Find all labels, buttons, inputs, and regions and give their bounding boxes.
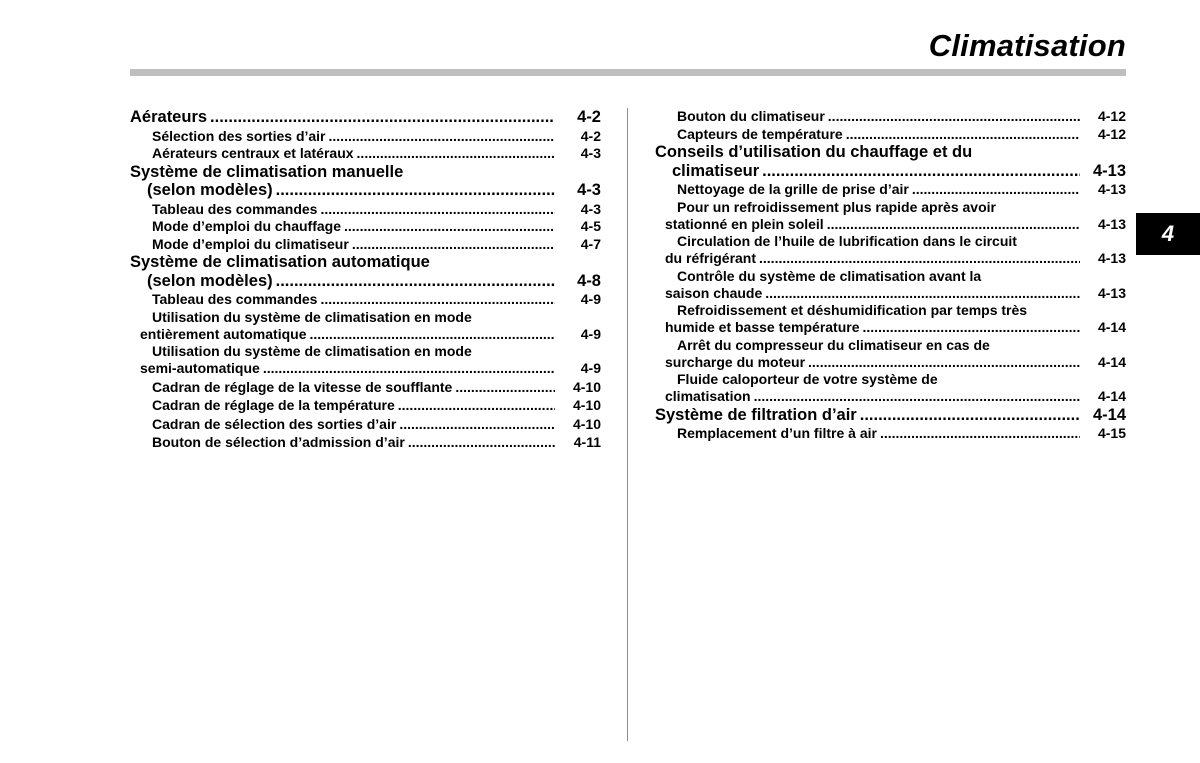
toc-entry-vitesse-soufflante[interactable]: Cadran de réglage de la vitesse de soufflante ..... 4-10 [130, 379, 601, 397]
toc-left-column [130, 108, 601, 452]
toc-entry-mode-semi-auto[interactable]: semi-automatique ..... 4-9 [130, 360, 601, 378]
page-number: 4-9 [580, 325, 601, 342]
page-number: 4-14 [1097, 388, 1126, 404]
toc-entry-aerateurs-centraux[interactable]: Aérateurs centraux et latéraux ..... 4-3 [130, 145, 601, 163]
toc-entry-fluide-line1[interactable]: Fluide caloporteur de votre système de [677, 371, 938, 387]
toc-entry-fluide-caloporteur[interactable]: climatisation ..... 4-14 [655, 388, 1126, 406]
toc-entry-clim-manuelle-line1[interactable]: Système de climatisation manuelle [130, 162, 404, 181]
toc-entry-controle-systeme[interactable]: saison chaude ..... 4-13 [655, 285, 1126, 303]
page-number: 4-9 [580, 360, 601, 376]
page-number: 4-15 [1097, 425, 1126, 441]
page-number: 4-13 [1092, 161, 1126, 180]
page-number: 4-2 [577, 108, 601, 126]
page-number: 4-13 [1097, 181, 1126, 197]
page-number: 4-3 [580, 200, 601, 217]
toc-entry-clim-manuelle[interactable]: (selon modèles) ..... 4-3 [130, 181, 601, 200]
page-number: 4-13 [1097, 215, 1126, 232]
page-number: 4-14 [1097, 319, 1126, 335]
toc-entry-selection-sorties[interactable]: Sélection des sorties d’air ..... 4-2 [130, 128, 601, 146]
chapter-tab[interactable] [1136, 213, 1200, 255]
toc-entry-deshumidification[interactable]: humide et basse température ..... 4-14 [655, 319, 1126, 337]
toc-entry-refroidissement-line1[interactable]: Pour un refroidissement plus rapide après avoir [677, 198, 996, 215]
toc-entry-mode-auto-line1[interactable]: Utilisation du système de climatisation en mode [152, 308, 472, 325]
toc-entry-reglage-temperature[interactable]: Cadran de réglage de la température ..... 4-10 [130, 397, 601, 415]
page-number: 4-3 [577, 181, 601, 199]
column-divider [627, 108, 628, 741]
toc-entry-bouton-climatiseur[interactable]: Bouton du climatiseur ..... 4-12 [655, 108, 1126, 126]
toc-entry-arret-compresseur-line1[interactable]: Arrêt du compresseur du climatiseur en cas de [677, 336, 990, 353]
title-rule [130, 69, 1126, 76]
toc-right-column [655, 108, 1126, 443]
toc-entry-conseils[interactable]: climatiseur ..... 4-13 [655, 162, 1126, 181]
page-number: 4-13 [1097, 250, 1126, 266]
page-number: 4-10 [572, 415, 601, 432]
toc-entry-aerateurs[interactable]: Aérateurs ..... 4-2 [130, 108, 601, 127]
toc-entry-controle-line1[interactable]: Contrôle du système de climatisation avant la [677, 267, 982, 284]
toc-entry-deshumidification-line1[interactable]: Refroidissement et déshumidification par temps très [677, 302, 1028, 318]
page-number: 4-12 [1097, 108, 1126, 124]
page-number: 4-14 [1097, 353, 1126, 370]
page-number: 4-14 [1092, 405, 1126, 424]
toc-entry-clim-auto-line1[interactable]: Système de climatisation automatique [130, 253, 430, 271]
toc-entry-huile-lubrification[interactable]: du réfrigérant ..... 4-13 [655, 250, 1126, 268]
toc-entry-mode-climatiseur[interactable]: Mode d’emploi du climatiseur ..... 4-7 [130, 236, 601, 254]
page-number: 4-2 [580, 127, 601, 144]
toc-entry-refroidissement-rapide[interactable]: stationné en plein soleil ..... 4-13 [655, 216, 1126, 234]
page-number: 4-12 [1097, 125, 1126, 142]
toc-entry-clim-auto[interactable]: (selon modèles) ..... 4-8 [130, 272, 601, 291]
toc-entry-filtration-air[interactable]: Système de filtration d’air ..... 4-14 [655, 406, 1126, 425]
page-number: 4-5 [580, 218, 601, 234]
page-number: 4-10 [572, 397, 601, 413]
toc-entry-mode-entierement-auto[interactable]: entièrement automatique ..... 4-9 [130, 326, 601, 344]
toc-entry-nettoyage-grille[interactable]: Nettoyage de la grille de prise d’air ..... 4-13 [655, 181, 1126, 199]
page-number: 4-3 [580, 145, 601, 161]
page-number: 4-13 [1097, 284, 1126, 301]
toc-entry-capteurs-temperature[interactable]: Capteurs de température ..... 4-12 [655, 126, 1126, 144]
toc-entry-tableau-commandes-manuel[interactable]: Tableau des commandes ..... 4-3 [130, 201, 601, 219]
chapter-tab-number: 4 [1161, 221, 1175, 246]
toc-entry-mode-semi-line1[interactable]: Utilisation du système de climatisation en mode [152, 343, 472, 359]
toc-entry-conseils-line1[interactable]: Conseils d’utilisation du chauffage et du [655, 143, 973, 161]
toc-entry-mode-chauffage[interactable]: Mode d’emploi du chauffage ..... 4-5 [130, 218, 601, 236]
toc-entry-arret-compresseur[interactable]: surcharge du moteur ..... 4-14 [655, 354, 1126, 372]
page-number: 4-9 [580, 291, 601, 307]
page-number: 4-10 [572, 378, 601, 395]
page-number: 4-8 [577, 271, 601, 290]
toc-entry-tableau-commandes-auto[interactable]: Tableau des commandes ..... 4-9 [130, 291, 601, 309]
toc-entry-admission-air[interactable]: Bouton de sélection d’admission d’air ..... 4-11 [130, 434, 601, 452]
page-number: 4-11 [573, 434, 601, 450]
toc-entry-remplacement-filtre[interactable]: Remplacement d’un filtre à air ..... 4-15 [655, 425, 1126, 443]
toc-entry-huile-line1[interactable]: Circulation de l’huile de lubrification dans le circuit [677, 233, 1017, 249]
toc-entry-selection-sorties-air[interactable]: Cadran de sélection des sorties d’air ..... 4-10 [130, 416, 601, 434]
page-number: 4-7 [580, 235, 601, 252]
page-title: Climatisation [928, 28, 1126, 63]
